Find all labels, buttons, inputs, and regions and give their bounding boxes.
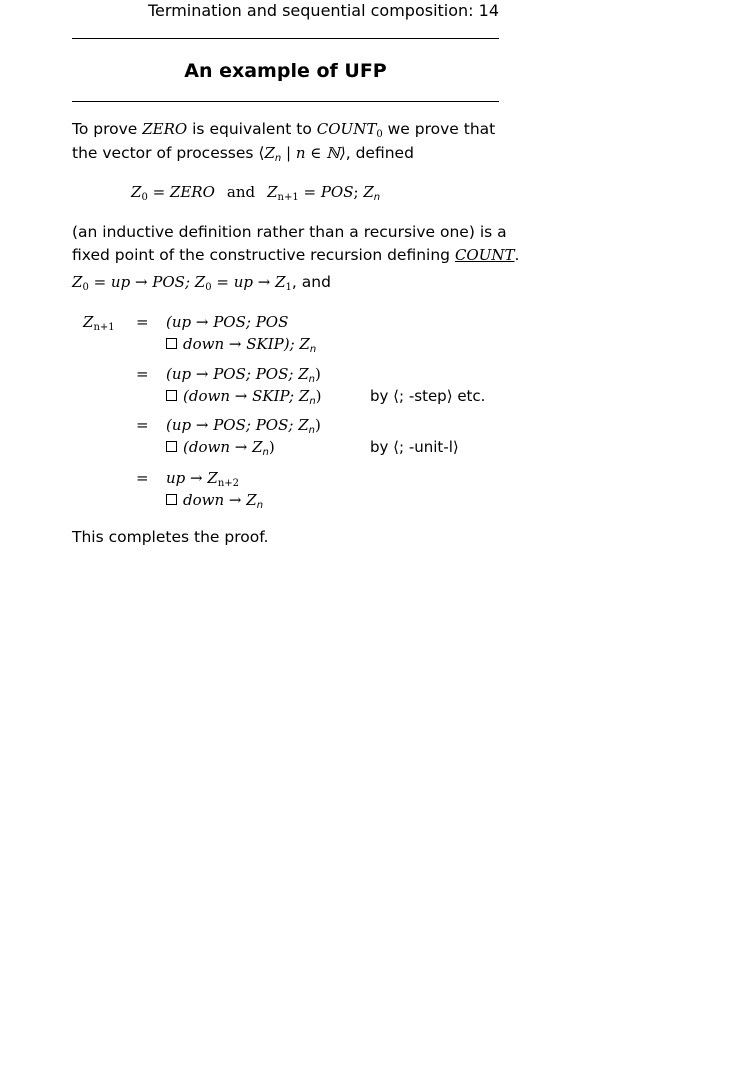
equals-sign: =: [136, 365, 149, 383]
equals-sign: =: [147, 183, 170, 201]
subscript: n: [308, 425, 315, 436]
step2-line2: [166, 385, 322, 413]
intro-line-2: [72, 141, 502, 171]
subscript: n: [262, 447, 269, 458]
intro-text: we prove that: [382, 120, 496, 138]
z-term: Z: [298, 365, 309, 383]
z-term: Z: [264, 144, 275, 162]
expression: down →: [183, 491, 247, 509]
derivation-lhs: [83, 311, 115, 339]
z-term: Z: [298, 416, 309, 434]
expression: (down →: [183, 438, 253, 456]
bottom-rule: [72, 101, 499, 102]
count-term: COUNT: [316, 120, 377, 138]
expression: up →: [166, 469, 208, 487]
step1-line1: (up → POS; POS: [166, 313, 289, 331]
z-term: Z: [246, 491, 257, 509]
intro-text: the vector of processes ⟨: [72, 144, 265, 162]
intro-text: , defined: [345, 144, 414, 162]
para-text: .: [514, 246, 520, 264]
step1-line2: [166, 333, 316, 361]
expression: (up → POS; POS;: [166, 365, 299, 383]
subscript: n+1: [277, 192, 299, 203]
expression: down → SKIP);: [183, 335, 300, 353]
z-term: Z: [275, 273, 286, 291]
equals-sign: =: [298, 183, 321, 201]
step2-justification: by ⟨; -step⟩ etc.: [370, 387, 486, 405]
subscript: 1: [285, 282, 292, 293]
z-term: Z: [72, 273, 83, 291]
slide-title: An example of UFP: [184, 60, 387, 82]
set-expression: | n ∈ ℕ⟩: [281, 144, 346, 162]
subscript: n: [309, 396, 316, 407]
equals-sign: =: [136, 416, 149, 434]
pos-term: POS: [320, 183, 354, 201]
z-term: Z: [207, 469, 218, 487]
zero-term: ZERO: [169, 183, 215, 201]
subscript: n: [256, 500, 264, 511]
subscript: 0: [141, 192, 148, 203]
z-term: Z: [267, 183, 278, 201]
paren: ): [314, 365, 321, 383]
para2-line-2: [72, 243, 520, 267]
count-subscript: 0: [376, 129, 383, 140]
para-text: , and: [291, 273, 331, 291]
z-term: Z: [194, 273, 206, 291]
z-term: Z: [363, 183, 374, 201]
subscript: 0: [205, 282, 212, 293]
subscript: n: [309, 344, 317, 355]
intro-text: To prove: [72, 120, 143, 138]
para-text: fixed point of the constructive recursion defining: [72, 246, 455, 264]
n-subscript: n: [274, 153, 282, 164]
paren: ): [315, 387, 322, 405]
z-term: Z: [298, 387, 310, 405]
paren: ): [314, 416, 321, 434]
step3-justification: by ⟨; -unit-l⟩: [370, 438, 459, 456]
z-term: Z: [299, 335, 310, 353]
count-term: COUNT: [454, 246, 515, 264]
z-term: Z: [83, 313, 94, 331]
expression: (up → POS; POS;: [166, 416, 299, 434]
intro-text: is equivalent to: [187, 120, 317, 138]
external-choice-symbol: [166, 441, 177, 452]
expression: (down → SKIP;: [183, 387, 299, 405]
expression: = up → POS;: [88, 273, 195, 291]
paren: ): [268, 438, 275, 456]
subscript: n: [308, 374, 315, 385]
external-choice-symbol: [166, 338, 177, 349]
expression: = up →: [211, 273, 276, 291]
top-rule: [72, 38, 499, 39]
para3-line: [72, 270, 502, 300]
z-term: Z: [252, 438, 263, 456]
para2-line-1: (an inductive definition rather than a recursive one) is a: [72, 223, 507, 241]
running-head: Termination and sequential composition: 14: [148, 1, 499, 20]
subscript: 0: [82, 282, 89, 293]
and-word: and: [226, 183, 256, 201]
semicolon: ;: [353, 183, 359, 201]
subscript: n: [373, 192, 381, 203]
step4-line2: [166, 489, 263, 517]
subscript: n+2: [217, 478, 239, 489]
z-term: Z: [131, 183, 142, 201]
step3-line2: [166, 436, 275, 464]
external-choice-symbol: [166, 390, 177, 401]
zero-term: ZERO: [142, 120, 188, 138]
display-equation: [131, 180, 380, 210]
equals-sign: =: [136, 469, 149, 487]
conclusion: This completes the proof.: [72, 528, 269, 546]
subscript: n+1: [93, 322, 115, 333]
external-choice-symbol: [166, 494, 177, 505]
equals-sign: =: [136, 313, 149, 331]
